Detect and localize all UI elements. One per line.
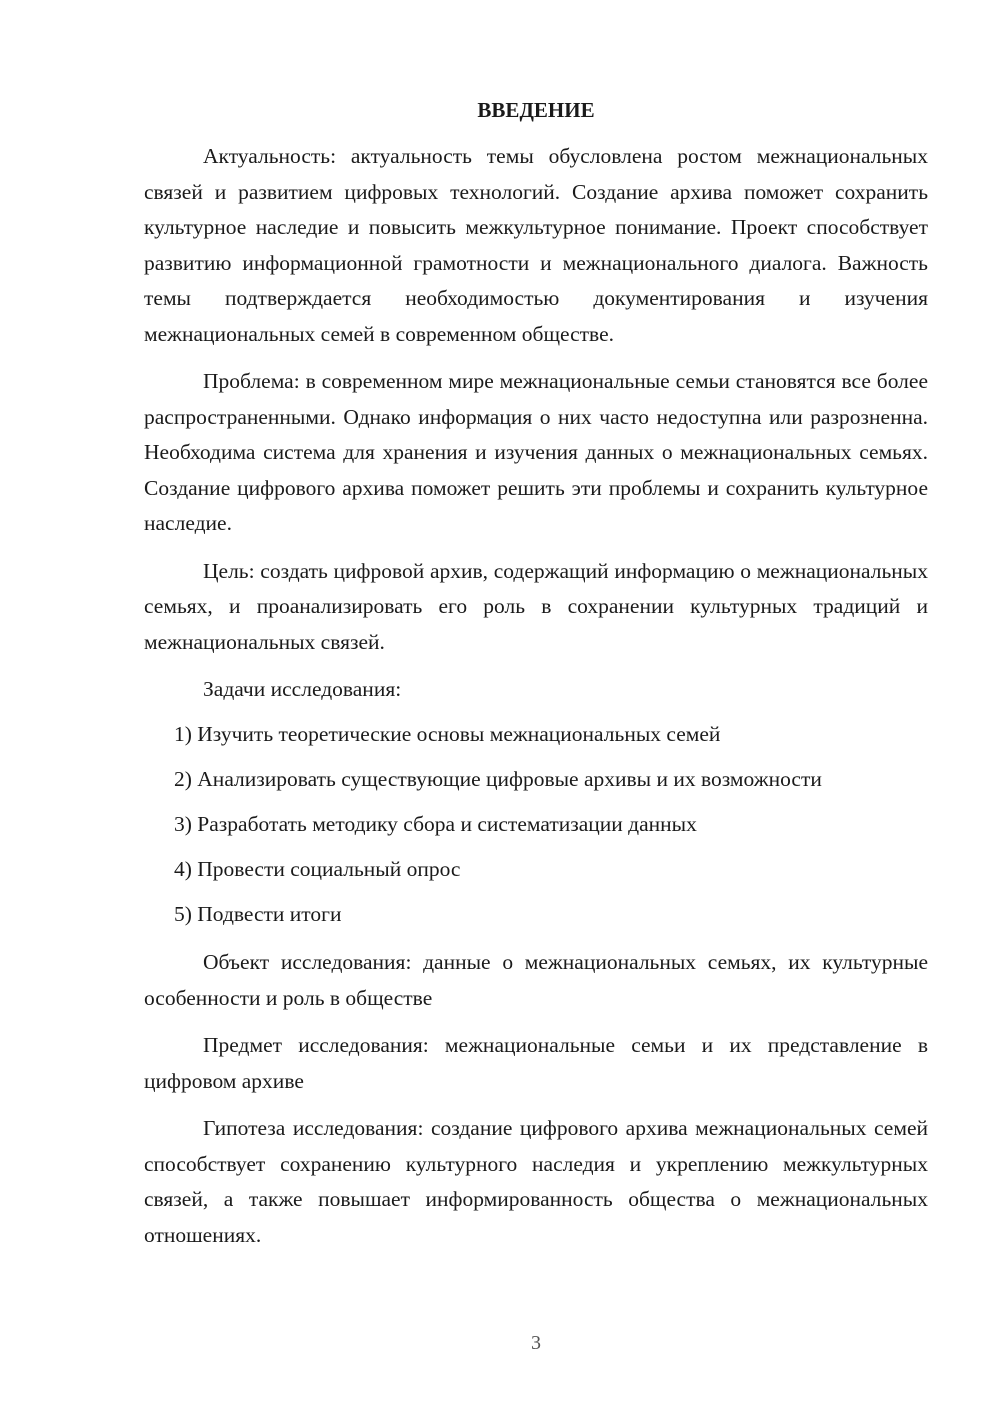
- task-item: 4) Провести социальный опрос: [174, 856, 461, 881]
- page-number: 3: [531, 1332, 541, 1354]
- hypothesis-paragraph: Гипотеза исследования: создание цифрового архива межнациональных семей способствует сохранению культурного наследия и укреплению межкультурных связей, а также повышает информированность общества о межнациональных отношениях.: [144, 1116, 928, 1247]
- relevance-paragraph: Актуальность: актуальность темы обусловлена ростом межнациональных связей и развитием цифровых технологий. Создание архива поможет сохранить культурное наследие и повысить межкультурное понимание. Проект способствует развитию информационной грамотности и межнационального диалога. Важность темы подтверждается необходимостью документирования и изучения межнациональных семей в современном обществе.: [144, 144, 928, 346]
- subject-paragraph: Предмет исследования: межнациональные семьи и их представление в цифровом архиве: [144, 1033, 928, 1093]
- problem-paragraph: Проблема: в современном мире межнациональные семьи становятся все более распространенными. Однако информация о них часто недоступна или разрозненна. Необходима система для хранения и изучения данных о межнациональных семьях. Создание цифрового архива поможет решить эти проблемы и сохранить культурное наследие.: [144, 369, 928, 535]
- object-paragraph: Объект исследования: данные о межнациональных семьях, их культурные особенности и роль в обществе: [144, 950, 928, 1010]
- task-item: 3) Разработать методику сбора и систематизации данных: [174, 811, 697, 836]
- section-title: ВВЕДЕНИЕ: [477, 98, 595, 122]
- tasks-heading: Задачи исследования:: [203, 677, 402, 701]
- task-item: 1) Изучить теоретические основы межнациональных семей: [174, 721, 721, 746]
- goal-paragraph: Цель: создать цифровой архив, содержащий информацию о межнациональных семьях, и проанализировать его роль в сохранении культурных традиций и межнациональных связей.: [144, 558, 928, 654]
- task-item: 5) Подвести итоги: [174, 901, 342, 926]
- task-item: 2) Анализировать существующие цифровые архивы и их возможности: [174, 766, 822, 791]
- tasks-list: [144, 717, 928, 933]
- page-content: [144, 94, 928, 1253]
